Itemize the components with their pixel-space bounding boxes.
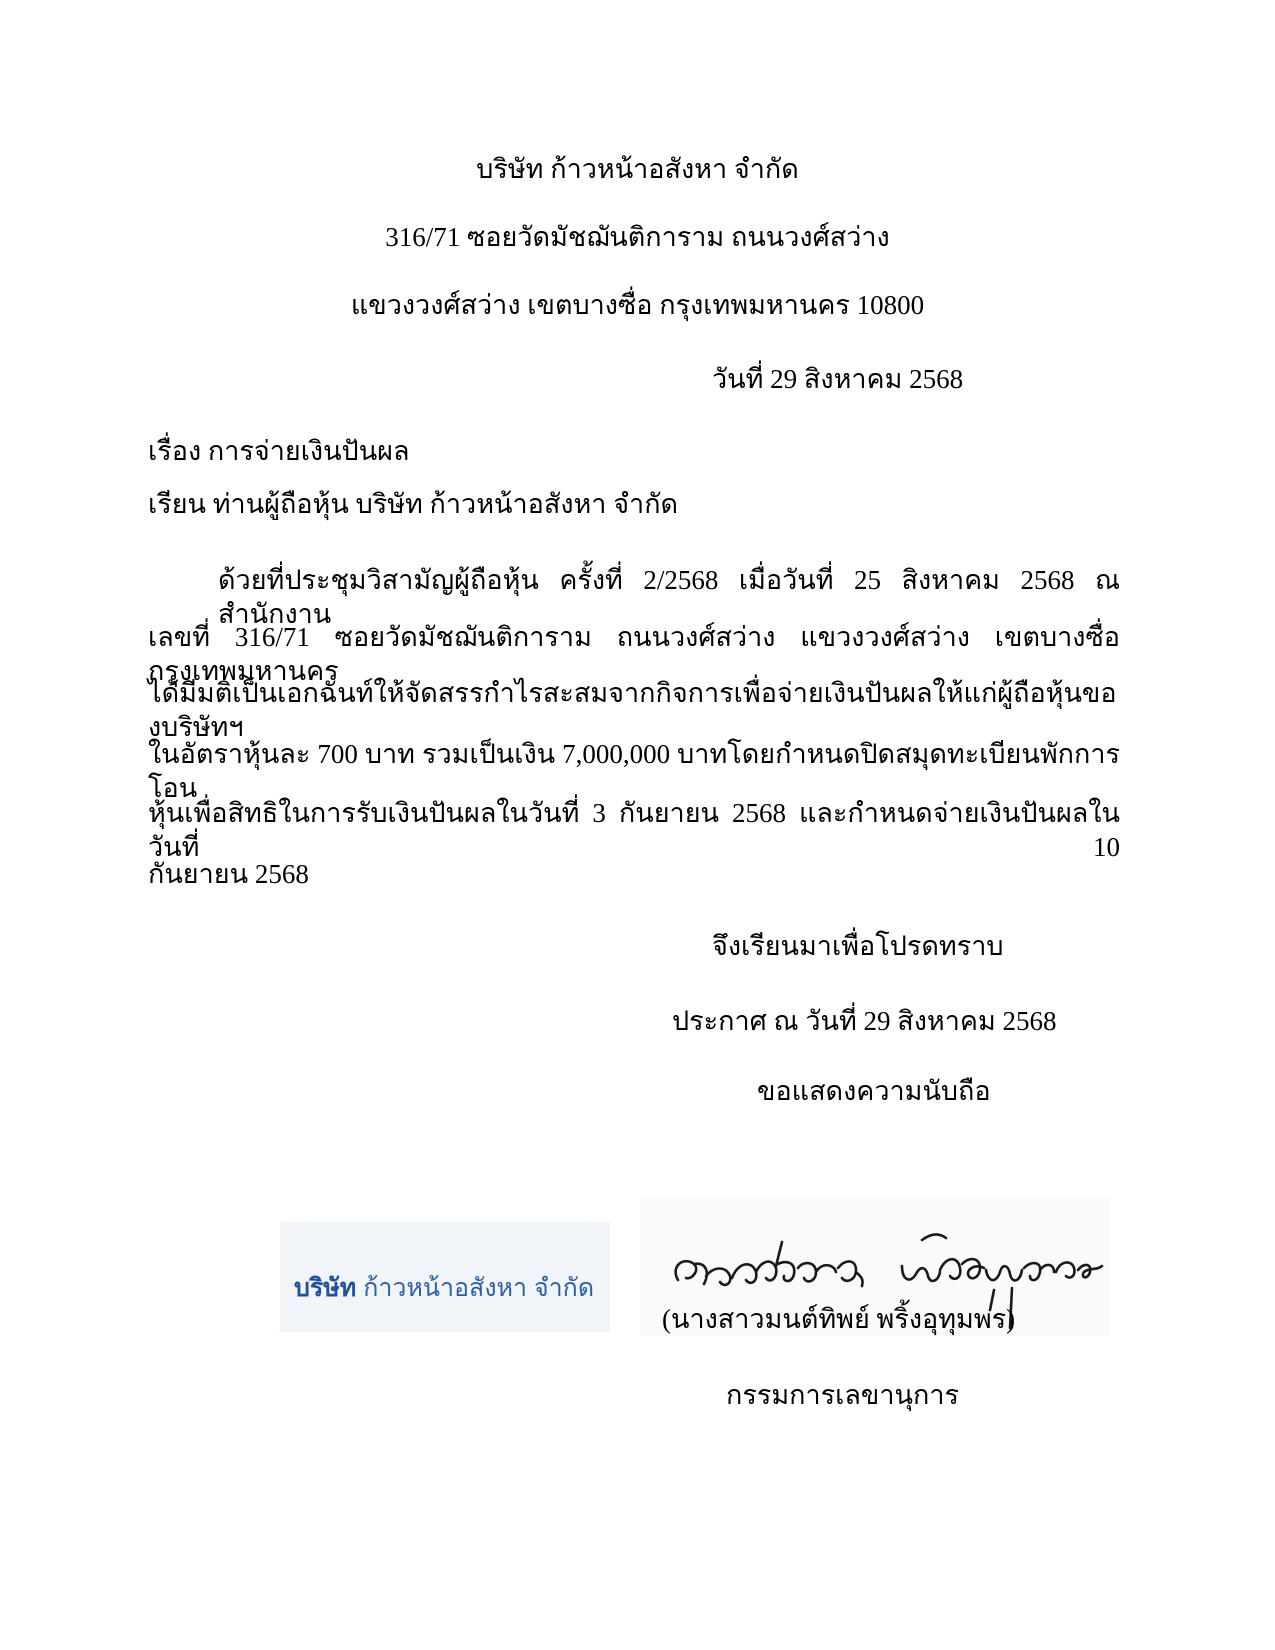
letter-date: วันที่ 29 สิงหาคม 2568 <box>712 364 964 394</box>
body-line-1: ด้วยที่ประชุมวิสามัญผู้ถือหุ้น ครั้งที่ 2/2568 เมื่อวันที่ 25 สิงหาคม 2568 ณ สำนักงาน <box>218 565 1120 629</box>
signatory-name: (นางสาวมนต์ทิพย์ พริ้งอุทุมพร) <box>662 1304 1016 1334</box>
signatory-title: กรรมการเลขานุการ <box>726 1380 960 1410</box>
subject-line: เรื่อง การจ่ายเงินปันผล <box>148 436 410 466</box>
body-line-6: กันยายน 2568 <box>148 859 309 889</box>
stamp-word-company: บริษัท <box>294 1274 357 1302</box>
body-line-5: หุ้นเพื่อสิทธิในการรับเงินปันผลในวันที่ 3 กันยายน 2568 และกำหนดจ่ายเงินปันผลในวันที่ 10 <box>148 798 1120 862</box>
company-name: บริษัท ก้าวหน้าอสังหา จำกัด <box>476 154 799 184</box>
company-stamp-text <box>294 1268 594 1308</box>
stamp-word-limited: จำกัด <box>534 1274 595 1302</box>
body-line-3: ได้มีมติเป็นเอกฉันท์ให้จัดสรรกำไรสะสมจากกิจการเพื่อจ่ายเงินปันผลให้แก่ผู้ถือหุ้นของบริษัทฯ <box>148 678 1117 742</box>
address-line-1: 316/71 ซอยวัดมัชฌันติการาม ถนนวงศ์สว่าง <box>385 222 890 252</box>
stamp-word-name: ก้าวหน้าอสังหา <box>363 1274 528 1302</box>
address-line-2: แขวงวงศ์สว่าง เขตบางซื่อ กรุงเทพมหานคร 10800 <box>350 290 925 320</box>
body-line-4: ในอัตราหุ้นละ 700 บาท รวมเป็นเงิน 7,000,000 บาทโดยกำหนดปิดสมุดทะเบียนพักการโอน <box>148 739 1120 803</box>
company-stamp <box>280 1222 610 1332</box>
salutation-line: เรียน ท่านผู้ถือหุ้น บริษัท ก้าวหน้าอสังหา จำกัด <box>148 489 679 519</box>
body-line-2: เลขที่ 316/71 ซอยวัดมัชฌันติการาม ถนนวงศ์สว่าง แขวงวงศ์สว่าง เขตบางซื่อ กรุงเทพมหานคร <box>148 622 1120 686</box>
announcement-date: ประกาศ ณ วันที่ 29 สิงหาคม 2568 <box>672 1006 1057 1036</box>
closing-line: จึงเรียนมาเพื่อโปรดทราบ <box>712 931 1004 961</box>
regards-line: ขอแสดงความนับถือ <box>757 1076 991 1106</box>
